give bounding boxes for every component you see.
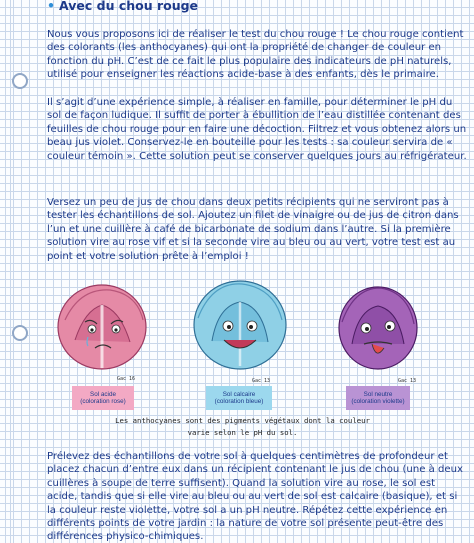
notebook-margin-line: [10, 0, 11, 543]
label-acid-soil: Sol acide (coloration rose): [72, 386, 134, 410]
artist-signature: Gac 13: [398, 378, 417, 384]
paragraph-method: Il s’agit d’une expérience simple, à réaliser en famille, pour déterminer le pH du sol de façon ludique. Il suffit de porter à ébullition de l’eau distillée contenant des feuilles de chou rouge pour en faire une décoction. Filtrez et vous obtenez alors un beau jus violet. Conservez-le en bouteille pour les tests : sa couleur servira de « couleur témoin ». Cette solution peut se conserver quelques jours au réfrigérateur.: [47, 97, 467, 162]
section-title: • Avec du chou rouge: [47, 0, 199, 13]
paragraph-intro: Nous vous proposons ici de réaliser le test du chou rouge ! Le chou rouge contient des colorants (les anthocyanes) qui ont la propriété de changer de couleur en fonction du pH. C’est de ce fait le plus populaire des indicateurs de pH naturels, utilisé pour enseigner les réactions acide-base à des enfants, dès le primaire.: [47, 29, 464, 81]
cabbage-calcareous-illustration: [190, 276, 290, 372]
artist-signature: Gac 13: [252, 378, 271, 384]
binder-hole: [12, 73, 28, 89]
cabbage-neutral-illustration: [336, 282, 420, 372]
binder-hole: [12, 325, 28, 341]
paragraph-calibration: Versez un peu de jus de chou dans deux petits récipients qui ne serviront pas à tester les échantillons de sol. Ajoutez un filet de vinaigre ou de jus de citron dans l’un et une cuillère à café de bicarbonate de sodium dans l’autre. Si la première solution vire au rose vif et si la seconde vire au bleu ou au vert, votre test est au point et votre solution prête à l’emploi !: [47, 197, 459, 262]
cabbage-acid-illustration: [55, 280, 150, 372]
label-neutral-soil: Sol neutre (coloration violette): [346, 386, 410, 410]
paragraph-procedure: Prélevez des échantillons de votre sol à quelques centimètres de profondeur et placez chacun d’entre eux dans un récipient contenant le jus de chou (une à deux cuillères à soupe de terre suffisent). Quand la solution vire au rose, le sol est acide, tandis que si elle vire au bleu ou au vert de sol est calcaire (basique), et si la couleur reste violette, votre sol a un pH neutre. Répétez cette expérience en différents points de votre jardin : la nature de votre sol présente peut-être des différences physico-chimiques.: [47, 451, 464, 543]
artist-signature: Gac 16: [117, 376, 136, 382]
illustration-caption: Les anthocyanes sont des pigments végétaux dont la couleur varie selon le pH du sol.: [115, 416, 370, 437]
bullet-icon: •: [47, 0, 55, 13]
label-calcareous-soil: Sol calcaire (coloration bleue): [206, 386, 272, 410]
